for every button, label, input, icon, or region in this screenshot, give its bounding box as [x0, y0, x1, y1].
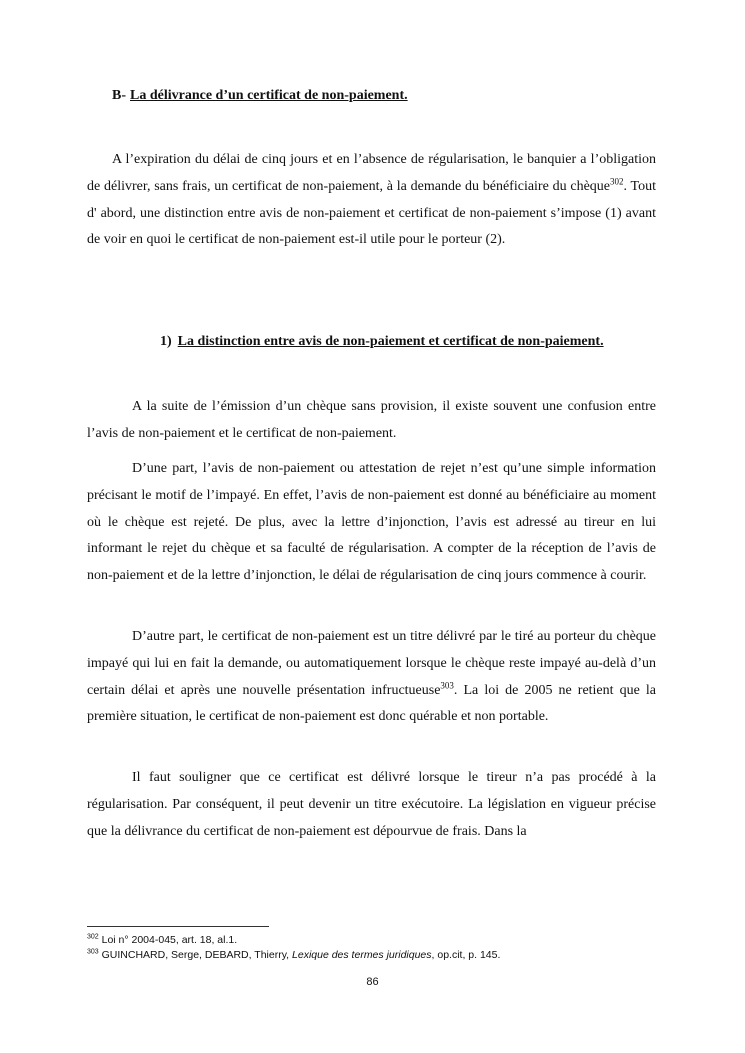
section-heading-b: [112, 88, 408, 104]
section-title: La délivrance d’un certificat de non-paiement.: [130, 88, 408, 103]
paragraph-3-text-a: D’autre part, le certificat de non-paiement est un titre délivré par le tiré au porteur du chèque impayé qui lui en fait la demande, ou automatiquement lorsque le chèque reste impayé au-delà d’un certain délai et après une nouvelle présentation infructueuse: [87, 629, 656, 698]
page-number: 86: [366, 976, 379, 988]
subsection-marker: 1): [160, 334, 172, 349]
footnote-book-title: Lexique des termes juridiques: [292, 949, 432, 961]
paragraph-4: Il faut souligner que ce certificat est délivré lorsque le tireur n’a pas procédé à la régularisation. Par conséquent, il peut devenir un titre exécutoire. La législation en vigueur précise que la délivrance du certificat de non-paiement est dépourvue de frais. Dans la: [87, 770, 656, 839]
footnote-separator: [87, 926, 269, 927]
intro-paragraph: [87, 147, 656, 254]
subsection-heading-1: [160, 334, 604, 350]
paragraph-3-text-b: . La loi de 2005 ne retient que la première situation, le certificat de non-paiement est donc quérable et non portable.: [87, 682, 656, 725]
paragraph-1: A la suite de l’émission d’un chèque sans provision, il existe souvent une confusion entre l’avis de non-paiement et le certificat de non-paiement.: [87, 399, 656, 441]
section-marker: B-: [112, 88, 126, 103]
footnote-text-pre: GUINCHARD, Serge, DEBARD, Thierry,: [101, 949, 293, 961]
paragraph-2: D’une part, l’avis de non-paiement ou attestation de rejet n’est qu’une simple information précisant le motif de l’impayé. En effet, l’avis de non-paiement est donné au bénéficiaire au moment où le chèque est rejeté. De plus, avec la lettre d’injonction, l’avis est adressé au tireur en lui informant le rejet du chèque et sa faculté de régularisation. A compter de la réception de l’avis de non-paiement et de la lettre d’injonction, le délai de régularisation de cinq jours commence à courir.: [87, 461, 656, 584]
footnote-ref-303[interactable]: 303: [440, 679, 454, 690]
intro-text-a: A l’expiration du délai de cinq jours et en l’absence de régularisation, le banquier a l’obligation de délivrer, sans frais, un certificat de non-paiement, à la demande du bénéficiaire du chèque: [87, 152, 656, 194]
paragraph-3: [87, 624, 656, 731]
footnote-number: 302: [87, 933, 99, 941]
subsection-title: La distinction entre avis de non-paiement et certificat de non-paiement.: [177, 334, 604, 349]
intro-text-b: . Tout d' abord, une distinction entre avis de non-paiement et certificat de non-paiement s’impose (1) avant de voir en quoi le certificat de non-paiement est-il utile pour le porteur (2).: [87, 178, 656, 248]
footnote-302: [87, 934, 237, 947]
footnote-ref-302[interactable]: 302: [610, 176, 624, 187]
footnote-text: Loi n° 2004-045, art. 18, al.1.: [101, 934, 238, 946]
footnote-number: 303: [87, 948, 99, 956]
footnote-303: [87, 949, 500, 962]
footnote-text-post: , op.cit, p. 145.: [431, 949, 501, 961]
